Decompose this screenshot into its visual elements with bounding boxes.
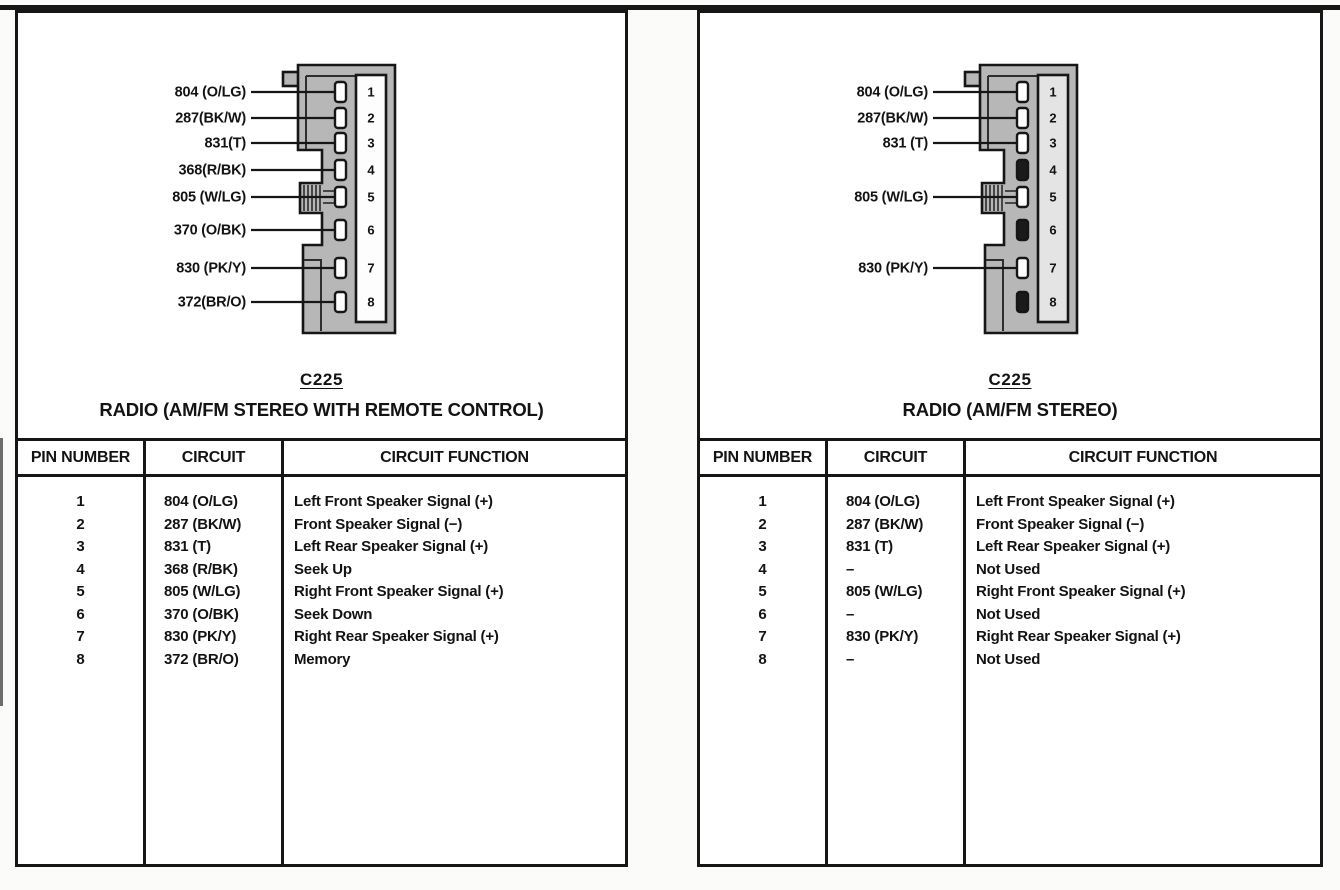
wire-label: 287(BK/W) bbox=[857, 110, 928, 127]
wire-label: 804 (O/LG) bbox=[174, 84, 246, 101]
function-cell: Front Speaker Signal (−) bbox=[294, 515, 463, 533]
pin-cell: 3 bbox=[76, 538, 85, 555]
table-body bbox=[700, 477, 1320, 864]
connector-id-label: C225 bbox=[299, 370, 344, 389]
pin-slot bbox=[1017, 220, 1028, 240]
function-cell: Right Front Speaker Signal (+) bbox=[976, 583, 1186, 600]
circuit-cell: 830 (PK/Y) bbox=[846, 628, 919, 645]
pin-number: 4 bbox=[1049, 162, 1057, 178]
pin-number: 5 bbox=[367, 189, 375, 205]
pin-number: 2 bbox=[1049, 110, 1057, 126]
header-pin-number: PIN NUMBER bbox=[700, 441, 828, 474]
wire-label: 368(R/BK) bbox=[178, 162, 246, 179]
wire-label: 831(T) bbox=[204, 135, 246, 152]
circuit-cell: – bbox=[846, 650, 855, 668]
function-column bbox=[284, 477, 625, 864]
pin-slot bbox=[1017, 258, 1028, 278]
pin-slot bbox=[1017, 292, 1028, 312]
circuit-cell: 831 (T) bbox=[846, 538, 893, 555]
pin-number-column bbox=[18, 477, 146, 864]
function-cell: Right Front Speaker Signal (+) bbox=[294, 583, 504, 600]
header-circuit-function: CIRCUIT FUNCTION bbox=[1068, 448, 1218, 466]
wire-label: 831 (T) bbox=[882, 135, 928, 152]
function-column bbox=[966, 477, 1320, 864]
pin-cell: 8 bbox=[76, 650, 85, 668]
table-header-row bbox=[18, 441, 625, 477]
function-cell: Front Speaker Signal (−) bbox=[976, 515, 1145, 533]
pin-number: 3 bbox=[1049, 135, 1057, 151]
pin-cell: 7 bbox=[76, 628, 85, 645]
pin-number: 2 bbox=[367, 110, 375, 126]
function-cell: Seek Down bbox=[294, 605, 373, 623]
circuit-cell: 805 (W/LG) bbox=[846, 583, 923, 600]
pinout-table bbox=[700, 438, 1320, 864]
circuit-cell: – bbox=[846, 605, 855, 623]
pin-slot bbox=[335, 160, 346, 180]
circuit-column bbox=[828, 477, 966, 864]
circuit-cell: 372 (BR/O) bbox=[164, 650, 239, 668]
pin-slot bbox=[1017, 160, 1028, 180]
circuit-cell: – bbox=[846, 560, 855, 578]
pin-slot bbox=[1017, 187, 1028, 207]
pin-slot bbox=[1017, 82, 1028, 102]
pin-slot bbox=[335, 187, 346, 207]
function-cell: Right Rear Speaker Signal (+) bbox=[294, 628, 499, 645]
function-cell: Seek Up bbox=[294, 560, 352, 578]
header-circuit-function: CIRCUIT FUNCTION bbox=[380, 448, 529, 466]
pin-number: 8 bbox=[367, 294, 375, 310]
function-cell: Left Rear Speaker Signal (+) bbox=[294, 538, 489, 555]
table-header-row bbox=[700, 441, 1320, 477]
table-body bbox=[18, 477, 625, 864]
pin-slot bbox=[1017, 108, 1028, 128]
wire-label: 804 (O/LG) bbox=[856, 84, 928, 101]
pin-slot bbox=[335, 292, 346, 312]
wire-label: 830 (PK/Y) bbox=[858, 260, 928, 277]
circuit-cell: 831 (T) bbox=[164, 538, 211, 555]
header-pin-number: PIN NUMBER bbox=[18, 441, 146, 474]
pin-cell: 8 bbox=[758, 650, 767, 668]
circuit-cell: 368 (R/BK) bbox=[164, 560, 238, 578]
pin-slot bbox=[1017, 133, 1028, 153]
pin-number: 1 bbox=[367, 84, 375, 100]
pin-slot bbox=[335, 82, 346, 102]
connector-id-label: C225 bbox=[988, 370, 1032, 389]
function-cell: Not Used bbox=[976, 650, 1041, 668]
pin-number: 3 bbox=[367, 135, 375, 151]
scan-edge-artifact bbox=[0, 438, 3, 706]
function-cell: Memory bbox=[294, 650, 351, 668]
pin-slot bbox=[335, 133, 346, 153]
circuit-cell: 370 (O/BK) bbox=[164, 605, 239, 623]
circuit-cell: 804 (O/LG) bbox=[846, 493, 920, 510]
pin-number: 5 bbox=[1049, 189, 1057, 205]
circuit-cell: 804 (O/LG) bbox=[164, 493, 238, 510]
header-circuit: CIRCUIT bbox=[146, 441, 284, 474]
function-cell: Left Rear Speaker Signal (+) bbox=[976, 538, 1171, 555]
wire-label: 805 (W/LG) bbox=[172, 189, 246, 206]
circuit-cell: 805 (W/LG) bbox=[164, 583, 241, 600]
pin-slot bbox=[335, 108, 346, 128]
pin-number: 6 bbox=[1049, 222, 1057, 238]
circuit-cell: 287 (BK/W) bbox=[846, 515, 924, 533]
pin-number: 8 bbox=[1049, 294, 1057, 310]
function-cell: Not Used bbox=[976, 560, 1041, 578]
pin-cell: 3 bbox=[758, 538, 767, 555]
pin-cell: 7 bbox=[758, 628, 767, 645]
panel-title: RADIO (AM/FM STEREO) bbox=[902, 399, 1118, 420]
connector-diagram bbox=[700, 13, 1307, 365]
wire-label: 830 (PK/Y) bbox=[176, 260, 246, 277]
pin-cell: 2 bbox=[758, 515, 767, 533]
pin-cell: 6 bbox=[758, 605, 767, 623]
function-cell: Right Rear Speaker Signal (+) bbox=[976, 628, 1181, 645]
function-cell: Left Front Speaker Signal (+) bbox=[294, 493, 493, 510]
wire-label: 805 (W/LG) bbox=[854, 189, 928, 206]
wire-label: 287(BK/W) bbox=[175, 110, 246, 127]
pin-number: 6 bbox=[367, 222, 375, 238]
function-cell: Left Front Speaker Signal (+) bbox=[976, 493, 1175, 510]
panel-radio-remote-control bbox=[15, 10, 628, 867]
pin-slot bbox=[335, 258, 346, 278]
pin-number: 4 bbox=[367, 162, 375, 178]
pin-cell: 6 bbox=[76, 605, 85, 623]
pin-cell: 2 bbox=[76, 515, 85, 533]
pin-cell: 4 bbox=[758, 560, 767, 578]
connector-diagram bbox=[18, 13, 625, 365]
wire-label: 370 (O/BK) bbox=[173, 222, 246, 239]
pin-cell: 4 bbox=[76, 560, 85, 578]
pin-cell: 1 bbox=[76, 493, 85, 510]
panel-radio-stereo bbox=[697, 10, 1323, 867]
pin-cell: 5 bbox=[76, 583, 85, 600]
function-cell: Not Used bbox=[976, 605, 1041, 623]
wire-label: 372(BR/O) bbox=[177, 294, 246, 311]
pin-cell: 1 bbox=[758, 493, 767, 510]
pin-number-column bbox=[700, 477, 828, 864]
pin-number: 1 bbox=[1049, 84, 1057, 100]
circuit-cell: 287 (BK/W) bbox=[164, 515, 242, 533]
pin-number: 7 bbox=[367, 260, 375, 276]
circuit-column bbox=[146, 477, 284, 864]
header-circuit: CIRCUIT bbox=[828, 441, 966, 474]
pin-number: 7 bbox=[1049, 260, 1057, 276]
circuit-cell: 830 (PK/Y) bbox=[164, 628, 237, 645]
pin-slot bbox=[335, 220, 346, 240]
panel-title: RADIO (AM/FM STEREO WITH REMOTE CONTROL) bbox=[99, 399, 544, 420]
pinout-table bbox=[18, 438, 625, 864]
pin-cell: 5 bbox=[758, 583, 767, 600]
